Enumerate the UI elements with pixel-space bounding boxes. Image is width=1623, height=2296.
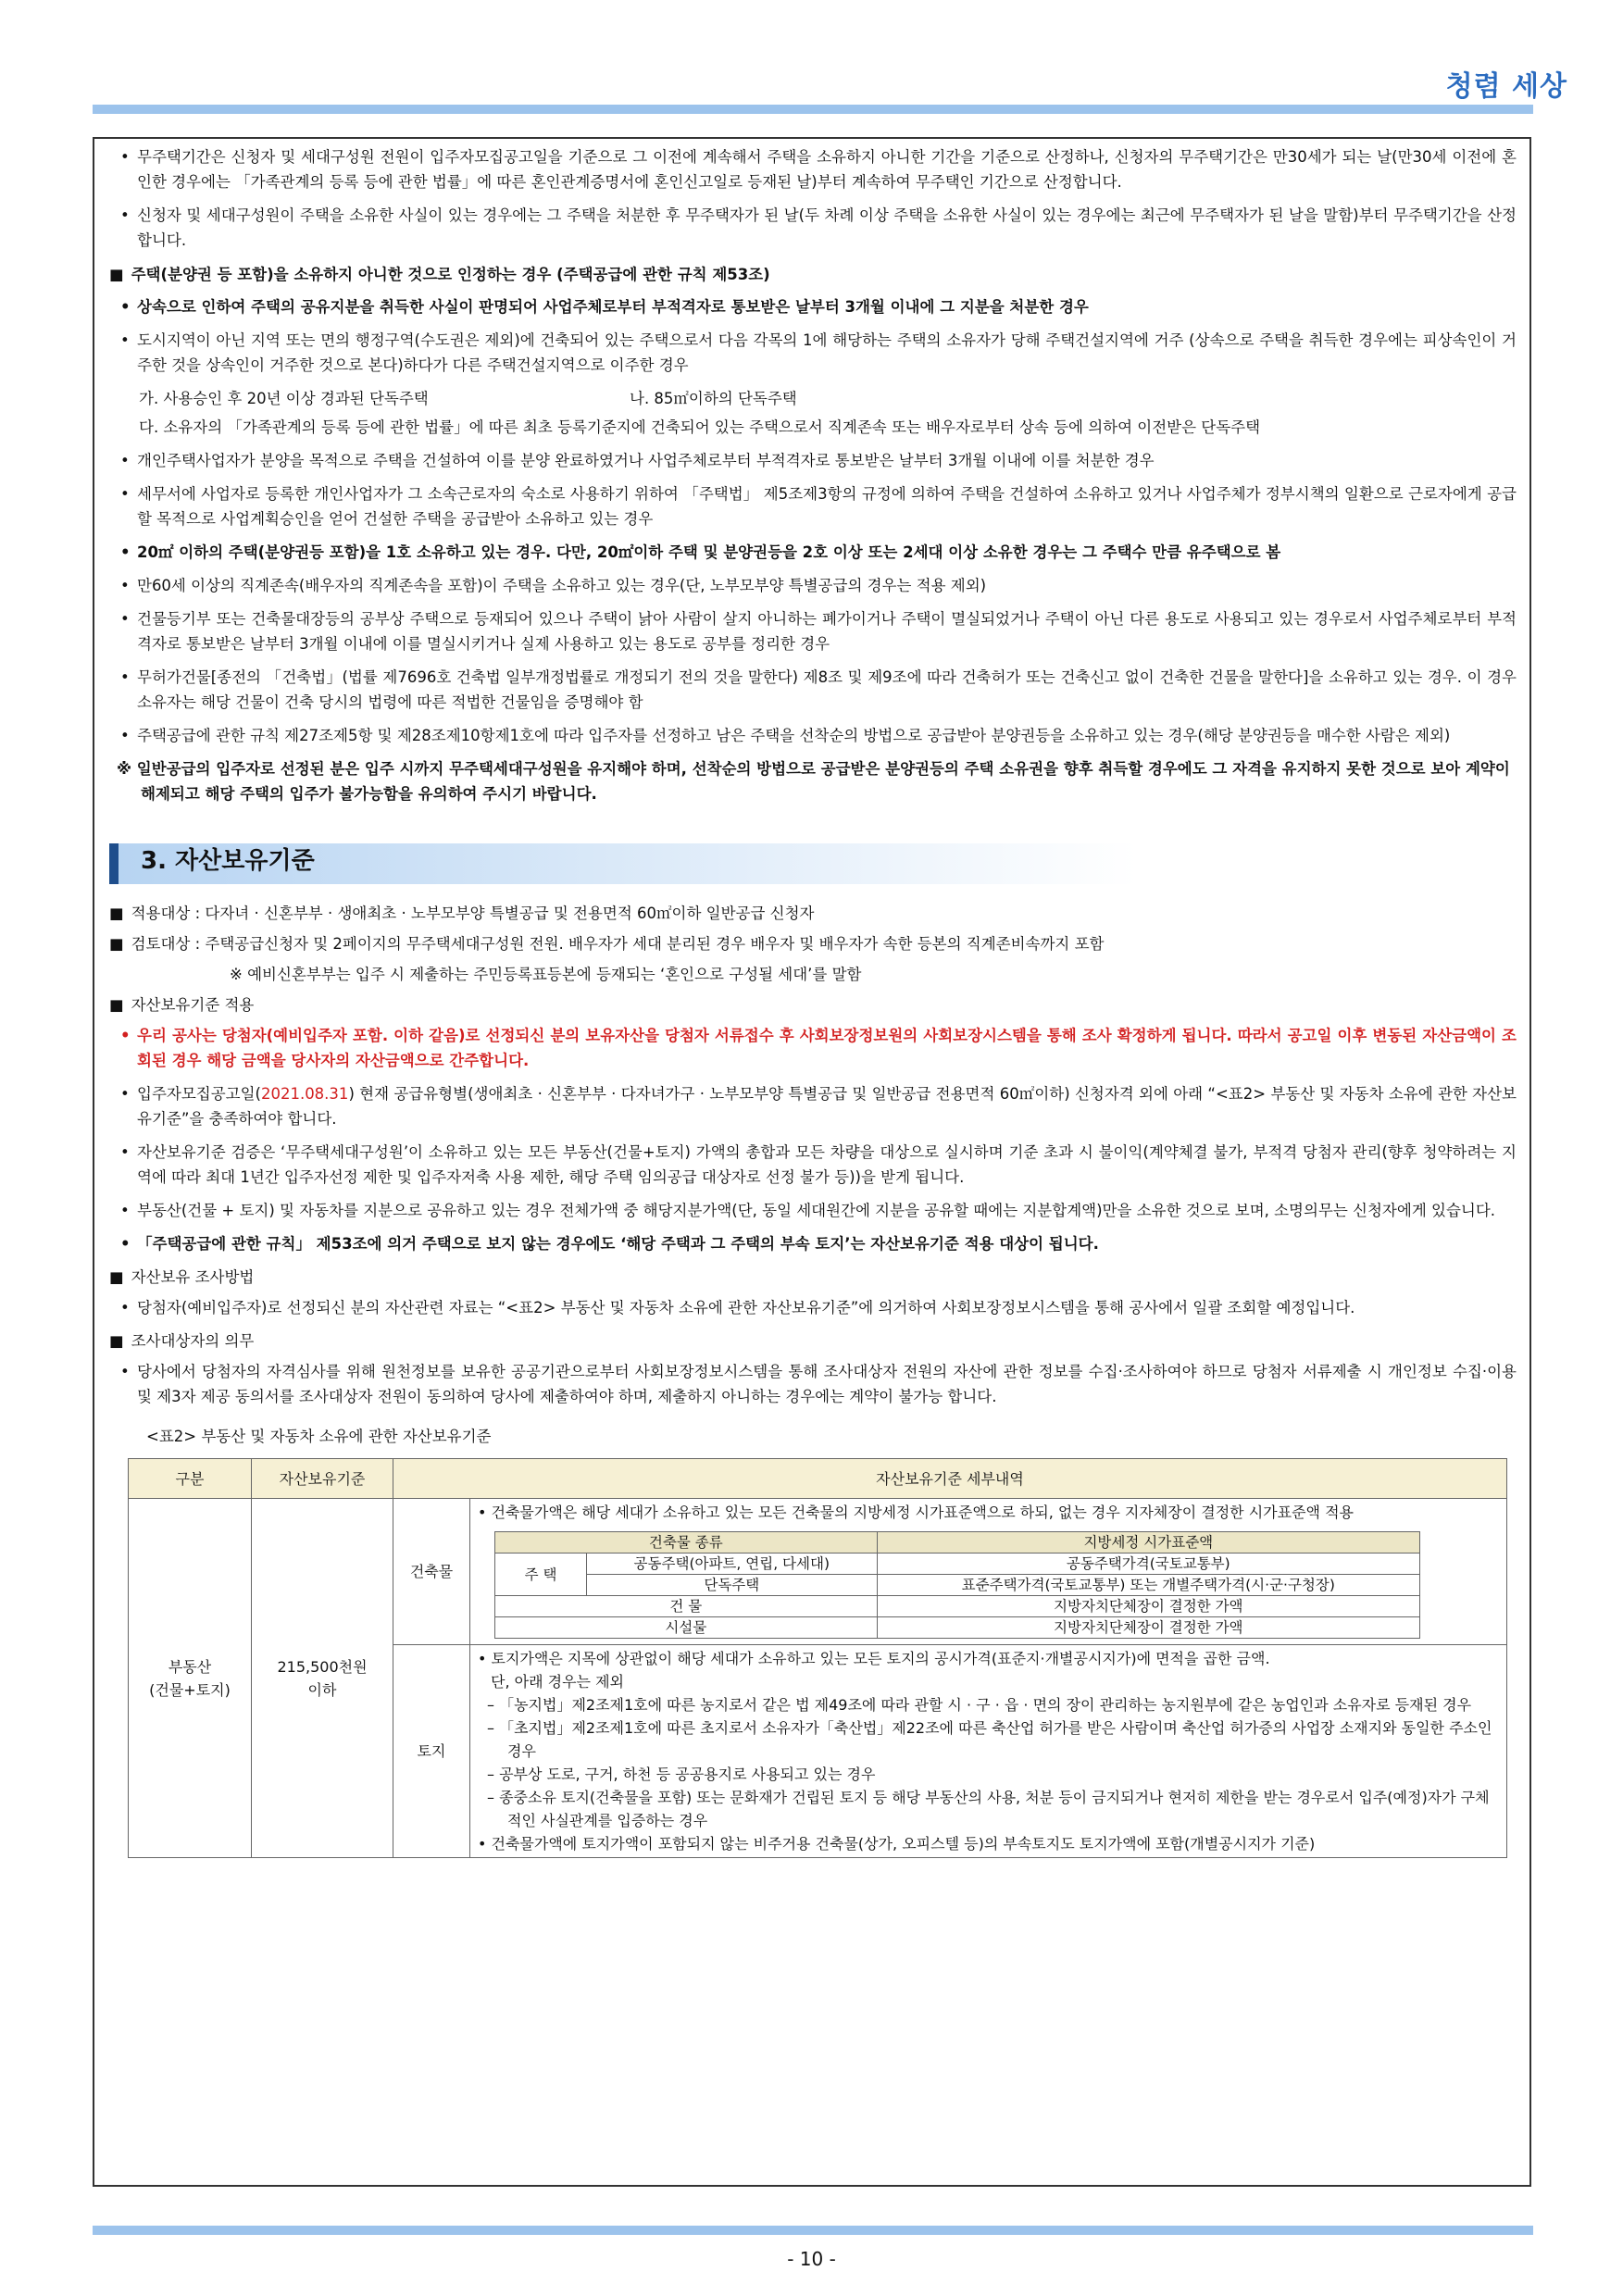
heading-exemptions: ■ 주택(분양권 등 포함)을 소유하지 아니한 것으로 인정하는 경우 (주택공급에 관한 규칙 제53조) — [109, 262, 1517, 287]
inner-type: 시설물 — [495, 1617, 878, 1639]
item-abandoned-house: • 건물등기부 또는 건축물대장등의 공부상 주택으로 등재되어 있으나 주택이 낡아 사람이 살지 아니하는 폐가이거나 주택이 멸실되었거나 주택이 아닌 다른 용도로 사용되고 있는 경우로서 사업주체로부터 부적격자로 통보받은 날부터 3개월 이내에 이를 멸실시키거나 실제 사용하고 있는 용도로 공부를 정리한 경우 — [120, 606, 1517, 656]
table-caption: <표2> 부동산 및 자동차 소유에 관한 자산보유기준 — [146, 1428, 492, 1445]
section-title: 3. 자산보유기준 — [141, 847, 315, 875]
item-employee-housing: • 세무서에 사업자로 등록한 개인사업자가 그 소속근로자의 숙소로 사용하기 위하여 「주택법」 제5조제3항의 규정에 의하여 주택을 건설하여 소유하고 있거나 사업주체가 정부시책의 일환으로 근로자에게 공급할 목적으로 사업계획승인을 얻어 건설한 주택을 공급받아 소유하고 있는 경우 — [120, 481, 1517, 531]
item-elderly-parent: • 만60세 이상의 직계존속(배우자의 직계존속을 포함)이 주택을 소유하고 있는 경우(단, 노부모부양 특별공급의 경우는 적용 제외) — [120, 573, 1517, 598]
cell-building-label: 건축물 — [393, 1499, 470, 1645]
inner-type: 단독주택 — [587, 1575, 878, 1596]
bullet-no-home-period: • 무주택기간은 신청자 및 세대구성원 전원이 입주자모집공고일을 기준으로 그 이전에 계속해서 주택을 소유하지 아니한 기간을 기준으로 산정하나, 신청자의 무주택기간은 만30세가 되는 날(만30세 이전에 혼인한 경우에는 「가족관계의 등록 등에 관한 법률」에 따른 혼인관계증명서에 혼인신고일로 등재된 날)부터 계속하여 무주택인 기간으로 산정합니다. — [120, 144, 1517, 194]
item-rural-sub-c: 다. 소유자의 「가족관계의 등록 등에 관한 법률」에 따른 최초 등록기준지에 건축되어 있는 주택으로서 직계존속 또는 배우자로부터 상속 등에 의하여 이전받은 단독주택 — [139, 418, 1261, 436]
land-line: – 종중소유 토지(건축물을 포함) 또는 문화재가 건립된 토지 등 해당 부동산의 사용, 처분 등이 금지되거나 현저히 제한을 받는 경우로서 입주(예정)자가 구체적인 사실관계를 입증하는 경우 — [487, 1789, 1490, 1829]
inner-value: 지방자치단체장이 결정한 가액 — [877, 1617, 1419, 1639]
bullet-announcement-date — [120, 1081, 1517, 1131]
building-inner-table — [494, 1531, 1420, 1639]
land-line: • 토지가액은 지목에 상관없이 해당 세대가 소유하고 있는 모든 토지의 공시가격(표준지·개별공시지가)에 면적을 곱한 금액. — [478, 1650, 1270, 1667]
sub-b: 나. 85㎡이하의 단독주택 — [630, 390, 797, 407]
inner-type: 건 물 — [495, 1596, 878, 1617]
cell-building-details — [470, 1499, 1507, 1645]
item-small-house: • 20㎡ 이하의 주택(분양권등 포함)을 1호 소유하고 있는 경우. 다만, 20㎡이하 주택 및 분양권등을 2호 이상 또는 2세대 이상 소유한 경우는 그 주택수 만큼 유주택으로 봄 — [120, 540, 1517, 565]
item-private-builder: • 개인주택사업자가 분양을 목적으로 주택을 건설하여 이를 분양 완료하였거나 사업주체로부터 부적격자로 통보받은 날부터 3개월 이내에 이를 처분한 경우 — [120, 448, 1517, 473]
date-prefix: 입주자모집공고일( — [137, 1085, 261, 1103]
land-line: 단, 아래 경우는 제외 — [491, 1673, 624, 1691]
survey-method-heading: ■ 자산보유 조사방법 — [109, 1265, 1517, 1290]
asset-standard-heading: ■ 자산보유기준 적용 — [109, 992, 1517, 1017]
table-header-row — [129, 1459, 1507, 1499]
logo — [1446, 63, 1567, 104]
logo-text: 청렴 세상 — [1445, 70, 1567, 103]
red-notice: • 우리 공사는 당첨자(예비입주자 포함. 이하 같음)로 선정되신 분의 보유자산을 당첨자 서류접수 후 사회보장정보원의 사회보장시스템을 통해 조사 확정하게 됩니다. 따라서 공고일 이후 변동된 자산금액이 조회된 경우 해당 금액을 당사자의 자산금액으로 간주합니다. — [120, 1023, 1517, 1073]
review-targets: ■ 검토대상 : 주택공급신청자 및 2페이지의 무주택세대구성원 전원. 배우자가 세대 분리된 경우 배우자 및 배우자가 속한 등본의 직계존비속까지 포함 — [109, 931, 1517, 956]
section-header — [109, 843, 1517, 884]
item-unlicensed-building: • 무허가건물[종전의 「건축법」(법률 제7696호 건축법 일부개정법률로 개정되기 전의 것을 말한다) 제8조 및 제9조에 따라 건축허가 또는 건축신고 없이 건축한 건물을 말한다]을 소유하고 있는 경우. 이 경우 소유자는 해당 건물이 건축 당시의 법령에 따른 적법한 건물임을 증명해야 함 — [120, 665, 1517, 715]
land-line: – 「농지법」제2조제1호에 따른 농지로서 같은 법 제49조에 따라 관할 시 · 구 · 읍 · 면의 장이 관리하는 농지원부에 같은 농업인과 소유자로 등재된 경우 — [487, 1696, 1472, 1714]
inner-row — [495, 1554, 1420, 1575]
review-note: ※ 예비신혼부부는 입주 시 제출하는 주민등록표등본에 등재되는 ‘혼인으로 구성될 세대’를 말함 — [230, 966, 862, 983]
cell-land-details — [470, 1645, 1507, 1858]
bullet-shared-ownership: • 부동산(건물 + 토지) 및 자동차를 지분으로 공유하고 있는 경우 전체가액 중 해당지분가액(단, 동일 세대원간에 지분을 공유할 때에는 지분합계액)만을 소유한 것으로 보며, 소명의무는 신청자에게 있습니다. — [120, 1198, 1517, 1223]
item-rural-sub-ab — [139, 386, 1517, 411]
inner-row — [495, 1617, 1420, 1639]
inner-header-value: 지방세정 시가표준액 — [877, 1532, 1419, 1554]
bullet-verification: • 자산보유기준 검증은 ‘무주택세대구성원’이 소유하고 있는 모든 부동산(건물+토지) 가액의 총합과 모든 차량을 대상으로 실시하며 기준 초과 시 불이익(계약체결 불가, 부적격 당첨자 관리(향후 청약하려는 지역에 따라 최대 1년간 입주자선정 제한 및 입주자저축 사용 제한, 해당 주택 임의공급 대상자로 선정 불가 등))을 받게 됩니다. — [120, 1140, 1517, 1190]
section-bar — [109, 843, 119, 884]
bullet-duty: • 당사에서 당첨자의 자격심사를 위해 원천정보를 보유한 공공기관으로부터 사회보장정보시스템을 통해 조사대상자 전원의 자산에 관한 정보를 수집·조사하여야 하므로 당첨자 서류제출 시 개인정보 수집·이용 및 제3자 제공 동의서를 조사대상자 전원이 동의하여 당사에 제출하여야 하며, 제출하지 아니하는 경우에는 계약이 불가능 합니다. — [120, 1359, 1517, 1409]
header-standard: 자산보유기준 — [252, 1459, 393, 1499]
note-warning: ※ 일반공급의 입주자로 선정된 분은 입주 시까지 무주택세대구성원을 유지해야 하며, 선착순의 방법으로 공급받은 분양권등의 주택 소유권을 향후 취득할 경우에도 그 자격을 유지하지 못한 것으로 보아 계약이 해제되고 해당 주택의 입주가 불가능함을 유의하여 주시기 바랍니다. — [117, 760, 1510, 803]
land-line: – 「초지법」제2조제1호에 따른 초지로서 소유자가「축산법」제22조에 따른 축산업 허가를 받은 사람이며 축산업 허가증의 사업장 소재지와 동일한 주소인 경우 — [487, 1719, 1492, 1760]
inner-type: 공동주택(아파트, 연립, 다세대) — [587, 1554, 878, 1575]
bullet-survey-method: • 당첨자(예비입주자)로 선정되신 분의 자산관련 자료는 “<표2> 부동산 및 자동차 소유에 관한 자산보유기준”에 의거하여 사회보장정보시스템을 통해 공사에서 일괄 조회할 예정입니다. — [120, 1295, 1517, 1320]
inner-header-row — [495, 1532, 1420, 1554]
content — [109, 144, 1517, 1858]
inner-value: 지방자치단체장이 결정한 가액 — [877, 1596, 1419, 1617]
bullet-home-disposal: • 신청자 및 세대구성원이 주택을 소유한 사실이 있는 경우에는 그 주택을 처분한 후 무주택자가 된 날(두 차례 이상 주택을 소유한 사실이 있는 경우에는 최근에 무주택자가 된 날을 말함)부터 무주택기간을 산정합니다. — [120, 203, 1517, 253]
building-text: • 건축물가액은 해당 세대가 소유하고 있는 모든 건축물의 지방세정 시가표준액으로 하되, 없는 경우 지자체장이 결정한 시가표준액 적용 — [478, 1504, 1354, 1521]
page-number: - 10 - — [787, 2248, 836, 2270]
inner-row — [495, 1575, 1420, 1596]
inner-value: 공동주택가격(국토교통부) — [877, 1554, 1419, 1575]
bullet-rule53: • 「주택공급에 관한 규칙」 제53조에 의거 주택으로 보지 않는 경우에도 ‘해당 주택과 그 주택의 부속 토지’는 자산보유기준 적용 대상이 됩니다. — [120, 1231, 1517, 1256]
duty-heading: ■ 조사대상자의 의무 — [109, 1329, 1517, 1354]
item-first-come: • 주택공급에 관한 규칙 제27조제5항 및 제28조제10항제1호에 따라 입주자를 선정하고 남은 주택을 선착순의 방법으로 공급받아 분양권등을 소유하고 있는 경우(해당 분양권등을 매수한 사람은 제외) — [120, 723, 1517, 748]
cell-standard: 215,500천원 이하 — [252, 1499, 393, 1858]
inner-header-type: 건축물 종류 — [495, 1532, 878, 1554]
inner-row — [495, 1596, 1420, 1617]
announcement-date: 2021.08.31 — [260, 1085, 349, 1103]
bottom-rule — [93, 2226, 1533, 2235]
inner-housing-label: 주 택 — [495, 1554, 587, 1596]
sub-a: 가. 사용승인 후 20년 이상 경과된 단독주택 — [139, 390, 429, 407]
header-details: 자산보유기준 세부내역 — [393, 1459, 1507, 1499]
inner-value: 표준주택가격(국토교통부) 또는 개별주택가격(시·군·구청장) — [877, 1575, 1419, 1596]
item-inheritance: • 상속으로 인하여 주택의 공유지분을 취득한 사실이 판명되어 사업주체로부터 부적격자로 통보받은 날부터 3개월 이내에 그 지분을 처분한 경우 — [120, 294, 1517, 319]
cell-land-label: 토지 — [393, 1645, 470, 1858]
table-row-building — [129, 1499, 1507, 1645]
header-category: 구분 — [129, 1459, 252, 1499]
top-rule — [93, 105, 1533, 114]
applies-to: ■ 적용대상 : 다자녀 · 신혼부부 · 생애최초 · 노부모부양 특별공급 및 전용면적 60㎡이하 일반공급 신청자 — [109, 901, 1517, 926]
cell-category: 부동산 (건물+토지) — [129, 1499, 252, 1858]
land-line: • 건축물가액에 토지가액이 포함되지 않는 비주거용 건축물(상가, 오피스텔 등)의 부속토지도 토지가액에 포함(개별공시지가 기준) — [478, 1835, 1316, 1853]
date-suffix: ) 현재 공급유형별(생애최초 · 신혼부부 · 다자녀가구 · 노부모부양 특별공급 및 일반공급 전용면적 60㎡이하) 신청자격 외에 아래 “<표2> 부동산 및 자동차 소유에 관한 자산보유기준”을 충족하여야 합니다. — [137, 1085, 1517, 1128]
item-rural-house: • 도시지역이 아닌 지역 또는 면의 행정구역(수도권은 제외)에 건축되어 있는 주택으로서 다음 각목의 1에 해당하는 주택의 소유자가 당해 주택건설지역에 거주 (상속으로 주택을 취득한 경우에는 피상속인이 거주한 것을 상속인이 거주한 것으로 본다)하다가 다른 주택건설지역으로 이주한 경우 — [120, 328, 1517, 378]
land-line: – 공부상 도로, 구거, 하천 등 공공용지로 사용되고 있는 경우 — [487, 1766, 876, 1783]
asset-table — [128, 1458, 1507, 1858]
